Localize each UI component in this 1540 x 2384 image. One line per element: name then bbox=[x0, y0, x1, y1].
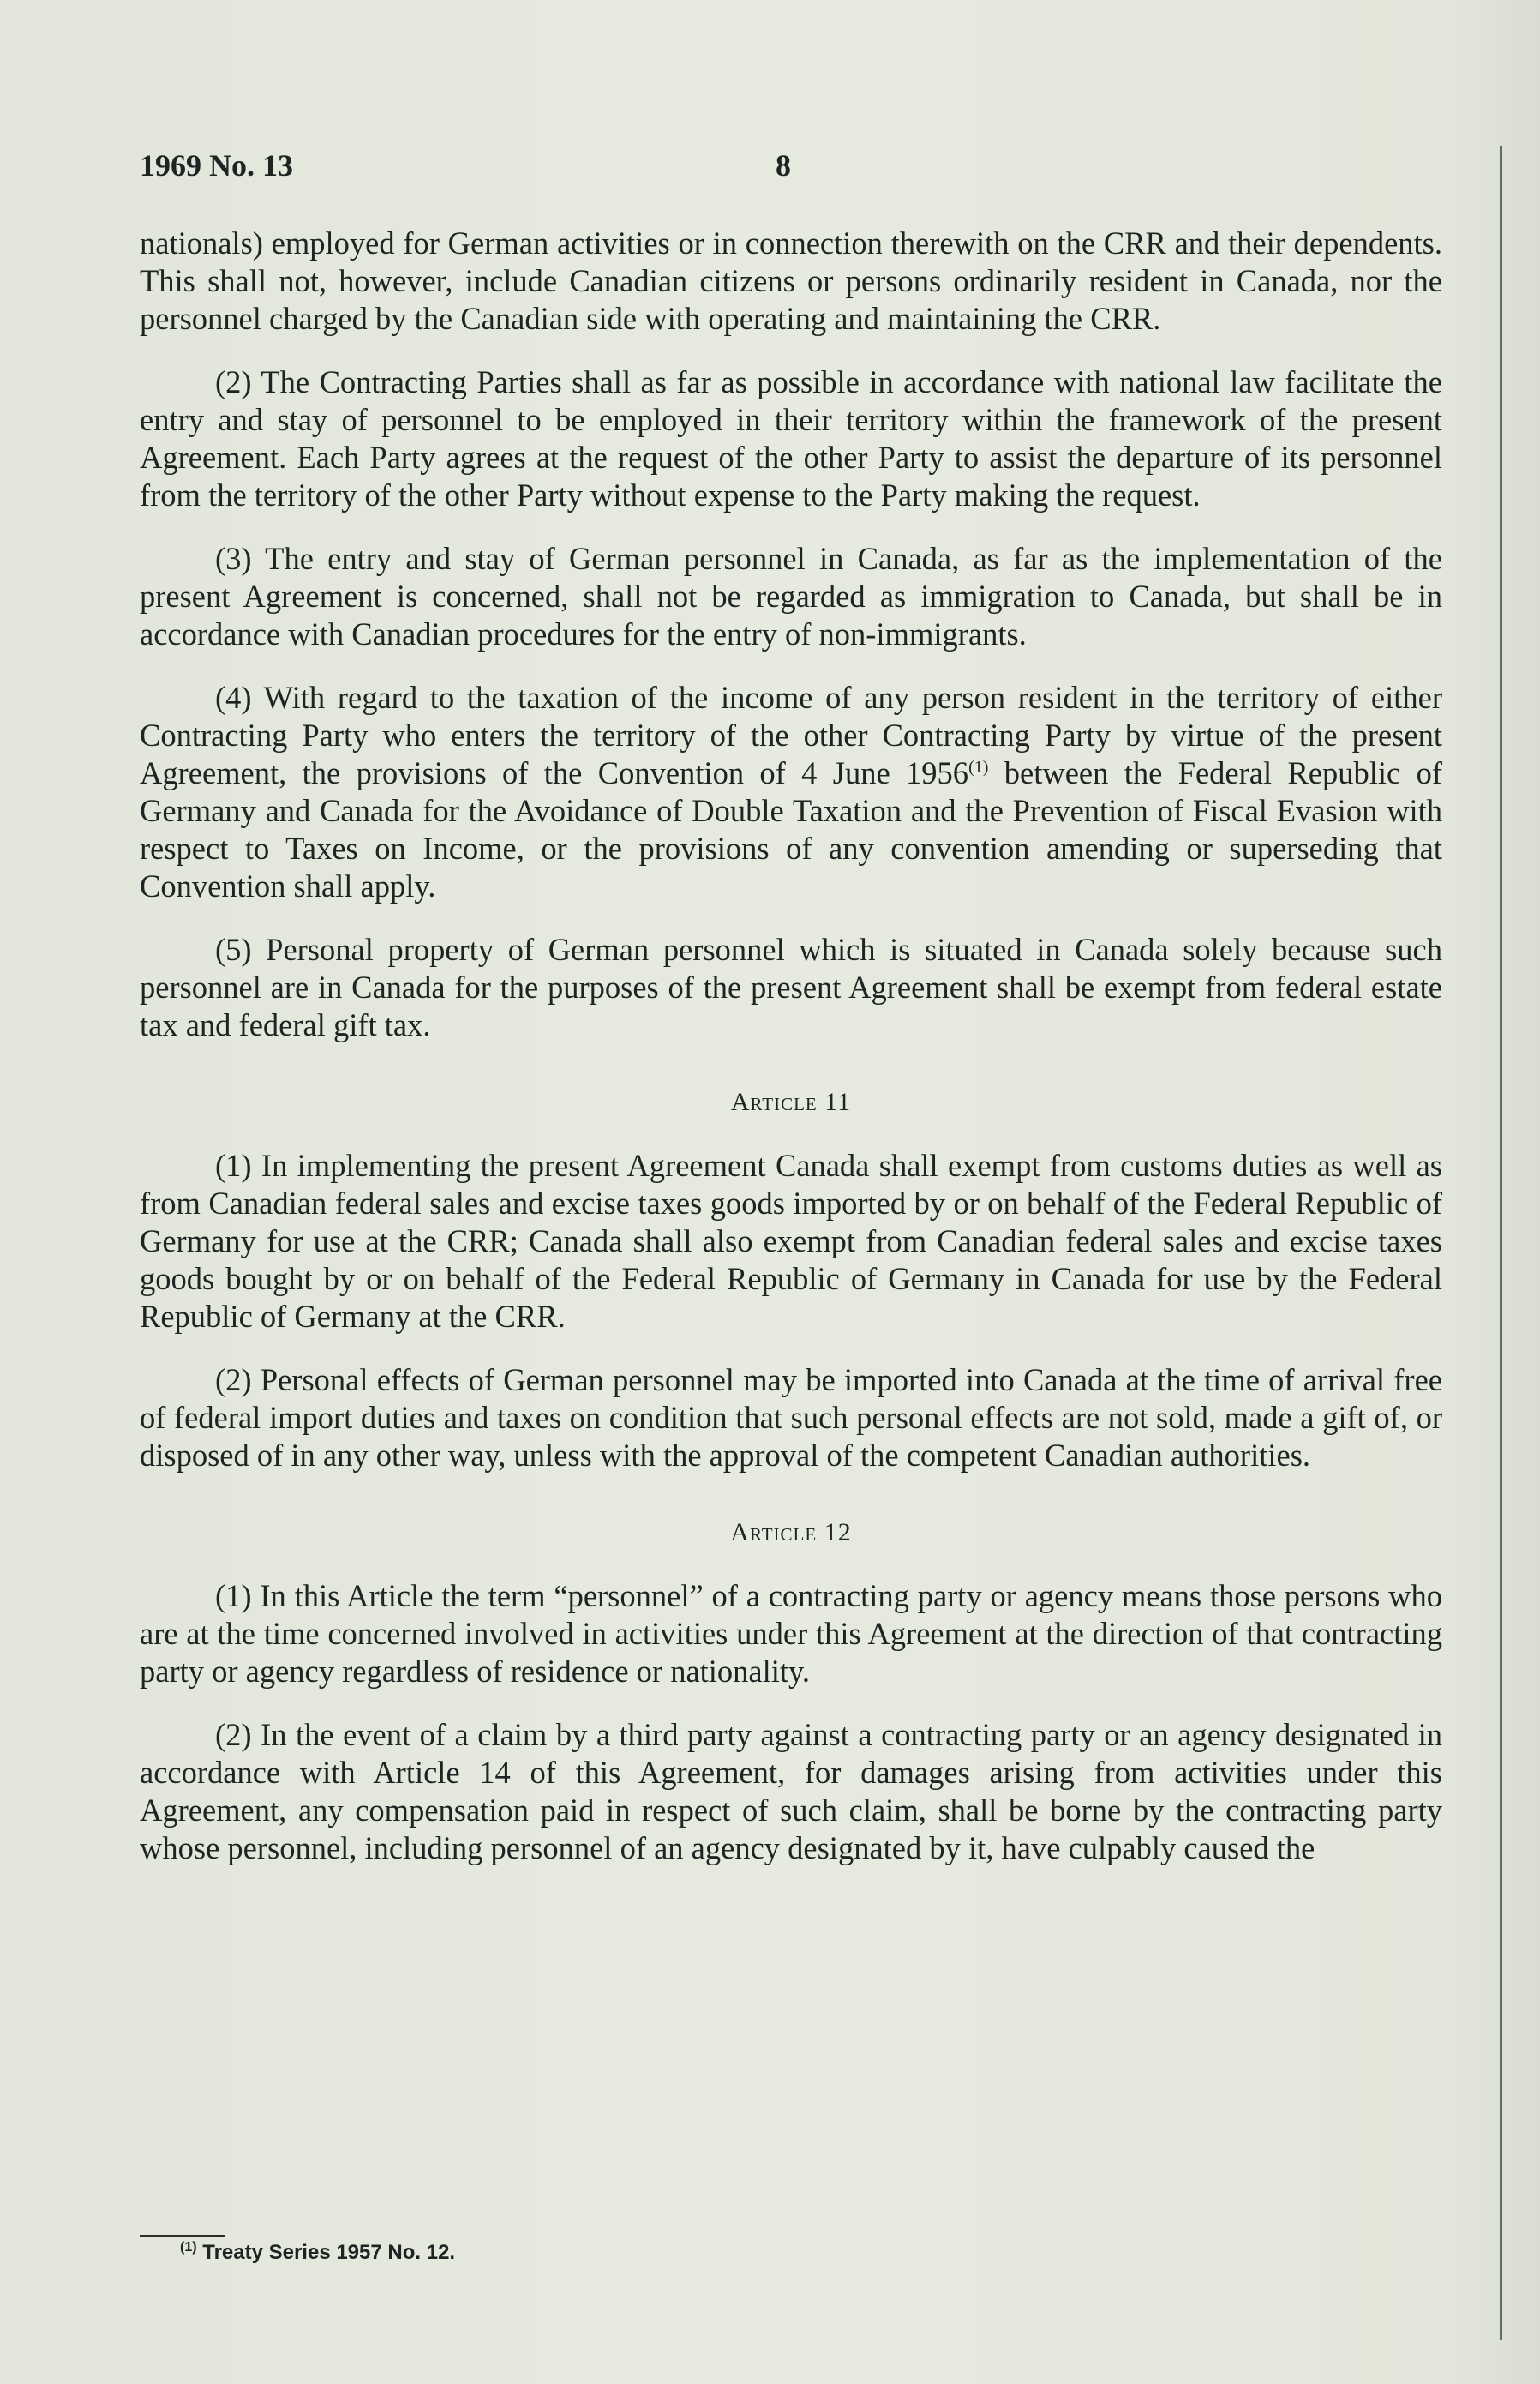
page-edge-line bbox=[1500, 146, 1502, 2340]
article-12-paragraph-1: (1) In this Article the term “personnel” of a contracting party or agency means those persons who are at the time concerned involved in activities under this Agreement at the direction of that contracting party or agency regardless of residence or nationality. bbox=[140, 1578, 1442, 1689]
footnote-reference: (1) bbox=[968, 757, 989, 777]
body-text bbox=[140, 225, 1442, 1893]
paragraph-4-text-a: (4) With regard to the taxation of the income of any person resident in the territory of either Contracting Party who enters the territory of the other Contracting Party by virtue of the present Agreement, the provisions of the Convention of 4 June 1956 bbox=[140, 680, 1442, 790]
paragraph-continuation: nationals) employed for German activities or in connection therewith on the CRR and their dependents. This shall not, however, include Canadian citizens or persons ordinarily resident in Canada, nor the personnel charged by the Canadian side with operating and maintaining the CRR. bbox=[140, 225, 1442, 336]
footnote-divider bbox=[140, 2235, 225, 2237]
page-header bbox=[140, 147, 1442, 190]
footnote-mark: (1) bbox=[180, 2240, 197, 2255]
article-11-paragraph-2: (2) Personal effects of German personnel may be imported into Canada at the time of arrival free of federal import duties and taxes on condition that such personal effects are not sold, made a gift of, or disposed of in any other way, unless with the approval of the competent Canadian authorities. bbox=[140, 1362, 1442, 1473]
paragraph-3: (3) The entry and stay of German personnel in Canada, as far as the implementation of the present Agreement is concerned, shall not be regarded as immigration to Canada, but shall be in accordance with Canadian procedures for the entry of non-immigrants. bbox=[140, 541, 1442, 652]
article-11-heading: Article 11 bbox=[730, 1088, 852, 1116]
paragraph-5: (5) Personal property of German personnel which is situated in Canada solely because such personnel are in Canada for the purposes of the present Agreement shall be exempt from federal estate tax and federal gift tax. bbox=[140, 932, 1442, 1042]
article-12-paragraph-2: (2) In the event of a claim by a third party against a contracting party or an agency designated in accordance with Article 14 of this Agreement, for damages arising from activities under this Agreement, any compensation paid in respect of such claim, shall be borne by the contracting party whose personnel, including personnel of an agency designated by it, have culpably caused the bbox=[140, 1717, 1442, 1865]
paragraph-4-text-b: between the Federal Republic of Germany and Canada for the Avoidance of Double Taxation and the Prevention of Fiscal Evasion with respect to Taxes on Income, or the provisions of any convention amending or superseding that Convention shall apply. bbox=[140, 755, 1442, 904]
footnote-text: Treaty Series 1957 No. 12. bbox=[196, 2241, 456, 2264]
paragraph-4 bbox=[140, 679, 1442, 905]
footnote bbox=[180, 2241, 455, 2265]
page-number: 8 bbox=[776, 148, 791, 183]
article-11-paragraph-1: (1) In implementing the present Agreement Canada shall exempt from customs duties as well as from Canadian federal sales and excise taxes goods imported by or on behalf of the Federal Republic of Germany for use at the CRR; Canada shall also exempt from Canadian federal sales and excise taxes goods bought by or on behalf of the Federal Republic of Germany in Canada for use by the Federal Republic of Germany at the CRR. bbox=[140, 1148, 1442, 1334]
article-12-heading: Article 12 bbox=[730, 1518, 852, 1546]
paragraph-2: (2) The Contracting Parties shall as far as possible in accordance with national law facilitate the entry and stay of personnel to be employed in their territory within the framework of the present Agreement. Each Party agrees at the request of the other Party to assist the departure of its personnel from the territory of the other Party without expense to the Party making the request. bbox=[140, 364, 1442, 513]
year-and-number: 1969 No. 13 bbox=[140, 148, 293, 183]
